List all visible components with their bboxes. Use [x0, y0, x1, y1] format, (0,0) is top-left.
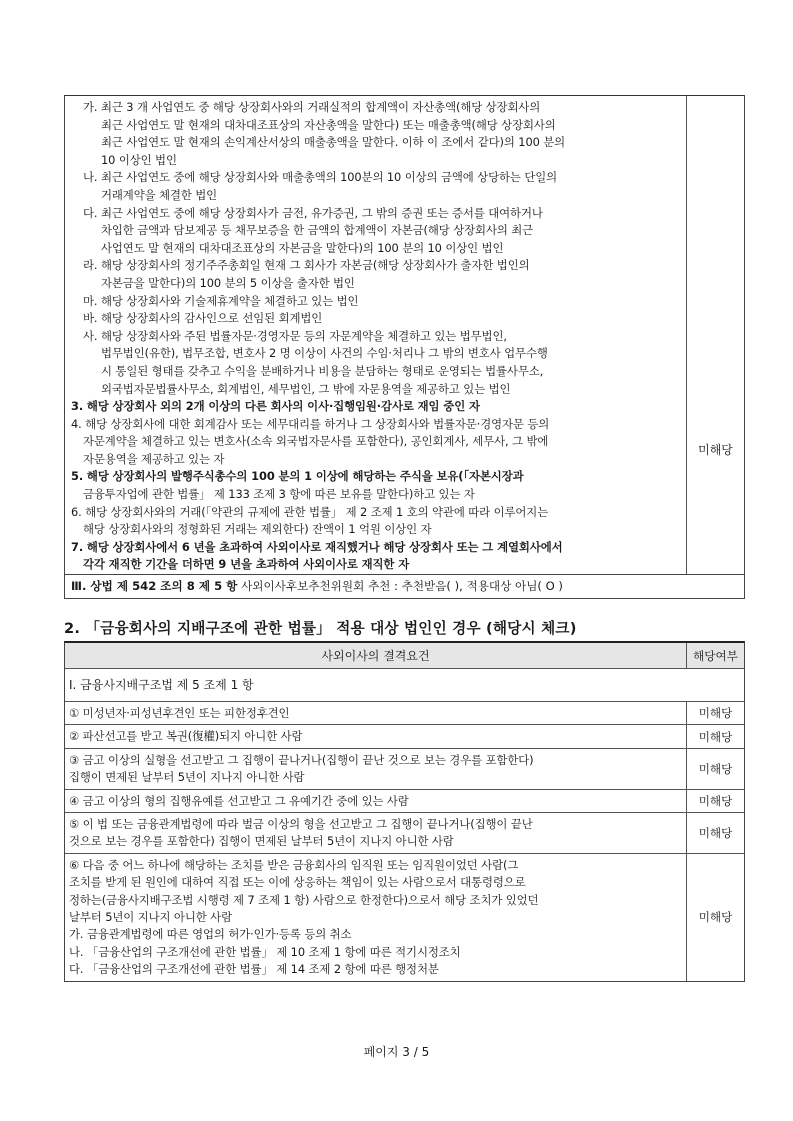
criteria-line: 라. 해당 상장회사의 정기주주총회일 현재 그 회사가 자본금(해당 상장회사가 출자한 법인의 — [83, 258, 530, 273]
recommendation-committee-text: 사외이사후보추천위원회 추천 : 추천받음( ), 적용대상 아님( O ) — [237, 579, 563, 594]
requirement-text: 것으로 보는 경우를 포함한다) 집행이 면제된 날부터 5년이 지나지 아니한 사람 — [69, 834, 454, 849]
criteria-line: 차입한 금액과 담보제공 등 채무보증을 한 금액의 합계액이 자본금(해당 상장회사의 최근 — [101, 223, 534, 238]
requirement-text: 조치를 받게 된 원인에 대하여 직접 또는 이에 상응하는 책임이 있는 사람으로서 대통령령으로 — [69, 875, 526, 890]
table-row — [65, 702, 744, 725]
requirement-text: 정하는(금융사지배구조법 시행령 제 7 조제 1 항) 사람으로 한정한다)으로서 해당 조치가 있었던 — [69, 892, 539, 907]
disqualification-row — [65, 96, 744, 574]
applicability-status: 미해당 — [698, 793, 733, 808]
criteria-line: 최근 사업연도 말 현재의 대차대조표상의 자산총액을 말한다) 또는 매출총액(해당 상장회사의 — [101, 117, 556, 132]
requirement-text: 집행이 면제된 날부터 5년이 지나지 아니한 사람 — [69, 770, 305, 785]
requirement-cell — [65, 854, 687, 981]
applicability-status: 미해당 — [698, 825, 733, 840]
requirement-text: 날부터 5년이 지나지 아니한 사람 — [69, 910, 232, 925]
applicability-status: 미해당 — [698, 442, 733, 457]
disqualification-criteria-list — [65, 96, 687, 574]
table-header-row — [65, 643, 744, 669]
criteria-line: 7. 해당 상장회사에서 6 년을 초과하여 사외이사로 재직했거나 해당 상장회사 또는 그 계열회사에서 — [71, 539, 563, 554]
criteria-line: 자문용역을 제공하고 있는 자 — [83, 451, 225, 466]
criteria-line: 최근 사업연도 말 현재의 손익계산서상의 매출총액을 말한다. 이하 이 조에서 같다)의 100 분의 — [101, 135, 566, 150]
table-row — [65, 790, 744, 813]
criteria-line: 10 이상인 법인 — [101, 152, 177, 167]
criteria-line: 5. 해당 상장회사의 발행주식총수의 100 분의 1 이상에 해당하는 주식을 보유(「자본시장과 — [71, 469, 524, 484]
commercial-act-row — [65, 574, 744, 598]
criteria-line: 외국법자문법률사무소, 회계법인, 세무법인, 그 밖에 자문용역을 제공하고 있는 법인 — [101, 381, 511, 396]
criteria-line: 사. 해당 상장회사와 주된 법률자문·경영자문 등의 자문계약을 체결하고 있는 법무법인, — [83, 328, 507, 343]
requirement-cell — [65, 749, 687, 789]
criteria-line: 사업연도 말 현재의 대차대조표상의 자본금을 말한다)의 100 분의 10 이상인 법인 — [101, 240, 504, 255]
criteria-line: 시 통일된 형태를 갖추고 수익을 분배하거나 비용을 분담하는 형태로 운영되는 법률사무소, — [101, 363, 544, 378]
applicability-status: 미해당 — [698, 910, 733, 925]
criteria-line: 3. 해당 상장회사 외의 2개 이상의 다른 회사의 이사·집행임원·감사로 재임 중인 자 — [71, 399, 480, 414]
table-subheader: Ⅰ. 금융사지배구조법 제 5 조제 1 항 — [65, 669, 744, 702]
disqualification-table-continued — [64, 95, 745, 599]
criteria-line: 6. 해당 상장회사와의 거래(「약관의 규제에 관한 법률」 제 2 조제 1 호의 약관에 따라 이루어지는 — [71, 504, 549, 519]
criteria-line: 각각 재직한 기간을 더하면 9 년을 초과하여 사외이사로 재직한 자 — [83, 557, 410, 572]
requirement-cell — [65, 813, 687, 853]
criteria-line: 4. 해당 상장회사에 대한 회계감사 또는 세무대리를 하거나 그 상장회사와 법률자문·경영자문 등의 — [71, 416, 550, 431]
requirement-text: ③ 금고 이상의 실형을 선고받고 그 집행이 끝나거나(집행이 끝난 것으로 보는 경우를 포함한다) — [69, 752, 534, 767]
requirement-text: ② 파산선고를 받고 복권(復權)되지 아니한 사람 — [69, 729, 303, 744]
requirement-text: ④ 금고 이상의 형의 집행유예를 선고받고 그 유예기간 중에 있는 사람 — [69, 793, 409, 808]
criteria-line: 해당 상장회사와의 정형화된 거래는 제외한다) 잔액이 1 억원 이상인 자 — [83, 522, 432, 537]
requirement-text: 나. 「금융산업의 구조개선에 관한 법률」 제 10 조제 1 항에 따른 적기시정조치 — [69, 944, 461, 959]
commercial-act-label: Ⅲ. 상법 제 542 조의 8 제 5 항 — [71, 579, 238, 594]
applicability-status: 미해당 — [698, 761, 733, 776]
requirement-text: 다. 「금융산업의 구조개선에 관한 법률」 제 14 조제 2 항에 따른 행정처분 — [69, 962, 439, 977]
table-rows — [65, 702, 744, 981]
criteria-line: 거래계약을 체결한 법인 — [101, 187, 218, 202]
criteria-line: 가. 최근 3 개 사업연도 중 해당 상장회사와의 거래실적의 합계액이 자산총액(해당 상장회사의 — [83, 100, 541, 114]
requirement-cell — [65, 702, 687, 724]
table-row — [65, 813, 744, 854]
criteria-line: 바. 해당 상장회사의 감사인으로 선임된 회계법인 — [83, 311, 323, 326]
requirement-text: ⑤ 이 법 또는 금융관계법령에 따라 벌금 이상의 형을 선고받고 그 집행이 끝나거나(집행이 끝난 — [69, 817, 533, 832]
section-heading: 2. 「금융회사의 지배구조에 관한 법률」 적용 대상 법인인 경우 (해당시 체크) — [64, 620, 577, 637]
criteria-line: 자문계약을 체결하고 있는 변호사(소속 외국법자문사를 포함한다), 공인회계사, 세무사, 그 밖에 — [83, 434, 549, 449]
requirement-text: ⑥ 다음 중 어느 하나에 해당하는 조치를 받은 금융회사의 임직원 또는 임직원이었던 사람(그 — [69, 857, 519, 872]
applicability-status: 미해당 — [698, 729, 733, 744]
criteria-line: 나. 최근 사업연도 중에 해당 상장회사와 매출총액의 100분의 10 이상의 금액에 상당하는 단일의 — [83, 170, 558, 185]
applicability-cell — [687, 96, 744, 574]
criteria-line: 법무법인(유한), 법무조합, 변호사 2 명 이상이 사건의 수임·처리나 그 밖의 변호사 업무수행 — [101, 346, 548, 361]
requirement-cell — [65, 790, 687, 812]
criteria-line: 마. 해당 상장회사와 기술제휴계약을 체결하고 있는 법인 — [83, 293, 359, 308]
page-number: 페이지 3 / 5 — [363, 1045, 430, 1059]
table-row — [65, 854, 744, 981]
criteria-line: 자본금을 말한다)의 100 분의 5 이상을 출자한 법인 — [101, 275, 355, 290]
requirement-text: ① 미성년자·피성년후견인 또는 피한정후견인 — [69, 706, 290, 720]
criteria-line: 다. 최근 사업연도 중에 해당 상장회사가 금전, 유가증권, 그 밖의 증권 또는 증서를 대여하거나 — [83, 205, 543, 220]
header-requirements: 사외이사의 결격요건 — [65, 643, 687, 668]
requirement-text: 가. 금융관계법령에 따른 영업의 허가·인가·등록 등의 취소 — [69, 927, 352, 942]
applicability-status: 미해당 — [698, 706, 733, 721]
table-row — [65, 749, 744, 790]
table-row — [65, 725, 744, 748]
criteria-line: 금융투자업에 관한 법률」 제 133 조제 3 항에 따른 보유를 말한다)하고 있는 자 — [83, 487, 475, 502]
financial-governance-table — [64, 641, 745, 982]
requirement-cell — [65, 725, 687, 747]
header-applicable: 해당여부 — [693, 649, 738, 663]
